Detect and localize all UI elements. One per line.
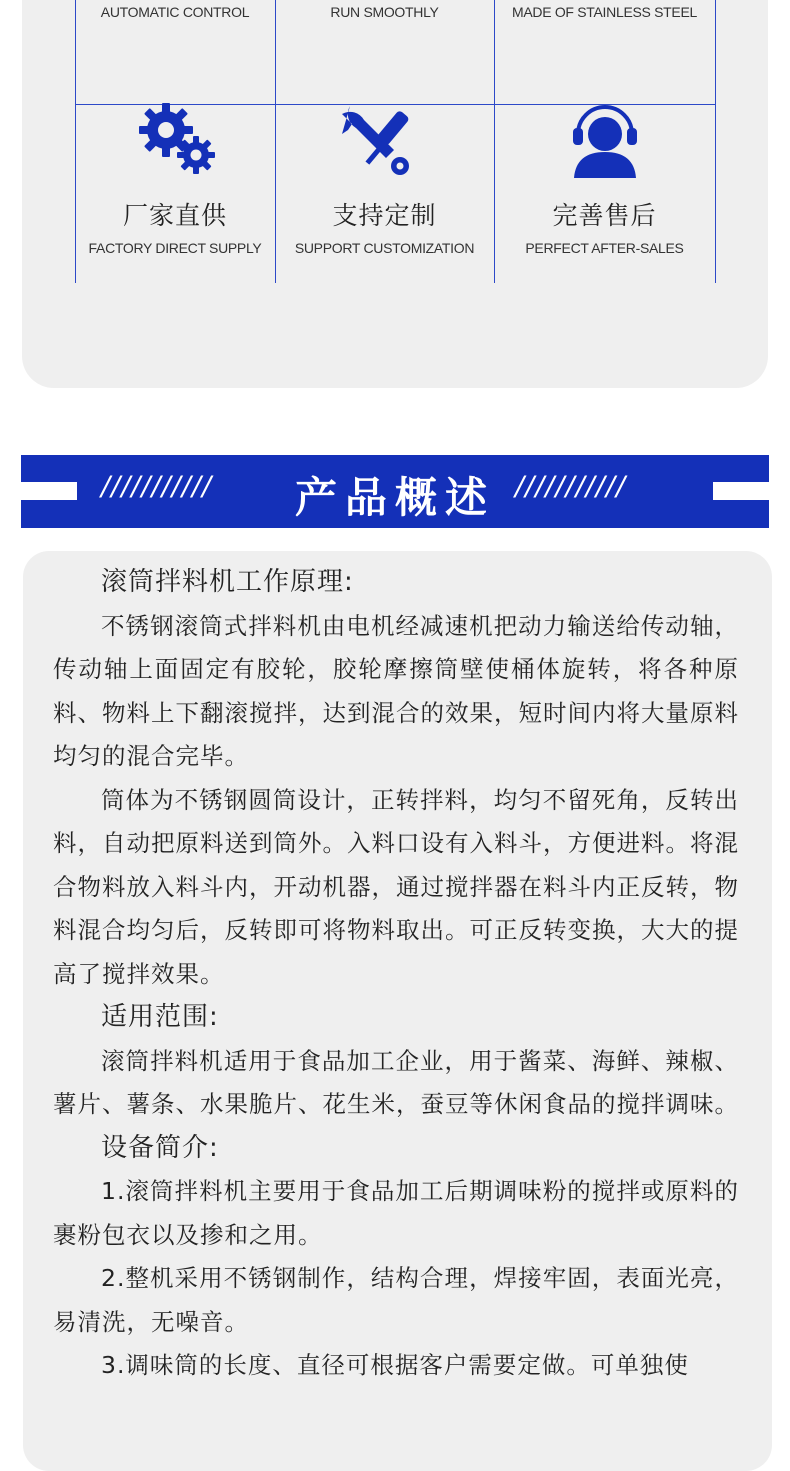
features-card — [22, 0, 768, 388]
feature-subtitle: MADE OF STAINLESS STEEL — [512, 4, 697, 20]
grid-divider — [715, 0, 716, 283]
intro-item: 2.整机采用不锈钢制作，结构合理，焊接牢固，表面光亮，易清洗，无噪音。 — [53, 1264, 739, 1336]
headset-icon — [560, 100, 650, 180]
banner-right-slashes: /////////// — [515, 471, 627, 502]
intro-heading: 设备简介: — [101, 1132, 219, 1163]
feature-subtitle: SUPPORT CUSTOMIZATION — [294, 240, 475, 256]
banner-right-bar — [713, 482, 769, 500]
feature-title: 厂家直供 — [122, 201, 227, 230]
overview-card — [23, 551, 772, 1471]
feature-customization — [275, 100, 494, 256]
gears-icon — [130, 100, 220, 180]
intro-item: 1.滚筒拌料机主要用于食品加工后期调味粉的搅拌或原料的裹粉包衣以及掺和之用。 — [53, 1177, 739, 1249]
scope-paragraph: 滚筒拌料机适用于食品加工企业，用于酱菜、海鲜、辣椒、薯片、薯条、水果脆片、花生米，蚕豆等休闲食品的搅拌调味。 — [53, 1046, 739, 1118]
intro-item: 3.调味筒的长度、直径可根据客户需要定做。可单独使 — [101, 1351, 689, 1379]
feature-automatic-control — [75, 0, 275, 20]
tools-icon — [340, 100, 430, 180]
feature-subtitle: AUTOMATIC CONTROL — [100, 4, 250, 20]
banner-left-slashes: /////////// — [101, 471, 213, 502]
feature-factory-direct — [75, 100, 275, 256]
principle-paragraph: 筒体为不锈钢圆筒设计，正转拌料，均匀不留死角，反转出料，自动把原料送到筒外。入料口设有入料斗，方便进料。将混合物料放入料斗内，开动机器，通过搅拌器在料斗内正反转，物料混合均匀后，反转即可将物料取出。可正反转变换，大大的提高了搅拌效果。 — [53, 785, 739, 988]
scope-heading: 适用范围: — [101, 1002, 219, 1032]
features-grid — [75, 0, 716, 283]
overview-content — [53, 561, 739, 1388]
section-banner — [21, 455, 769, 528]
principle-heading: 滚筒拌料机工作原理: — [101, 567, 354, 597]
feature-after-sales — [494, 100, 715, 256]
feature-subtitle: PERFECT AFTER-SALES — [525, 240, 684, 256]
feature-stainless-steel — [494, 0, 715, 20]
section-title: 产品概述 — [294, 473, 495, 522]
feature-title: 支持定制 — [332, 201, 437, 230]
feature-title: 完善售后 — [552, 201, 657, 230]
feature-subtitle: RUN SMOOTHLY — [330, 4, 439, 20]
principle-paragraph: 不锈钢滚筒式拌料机由电机经减速机把动力输送给传动轴，传动轴上面固定有胶轮，胶轮摩擦筒壁使桶体旋转，将各种原料、物料上下翻滚搅拌，达到混合的效果，短时间内将大量原料均匀的混合完毕。 — [53, 611, 739, 770]
feature-subtitle: FACTORY DIRECT SUPPLY — [88, 240, 262, 256]
feature-run-smoothly — [275, 0, 494, 20]
